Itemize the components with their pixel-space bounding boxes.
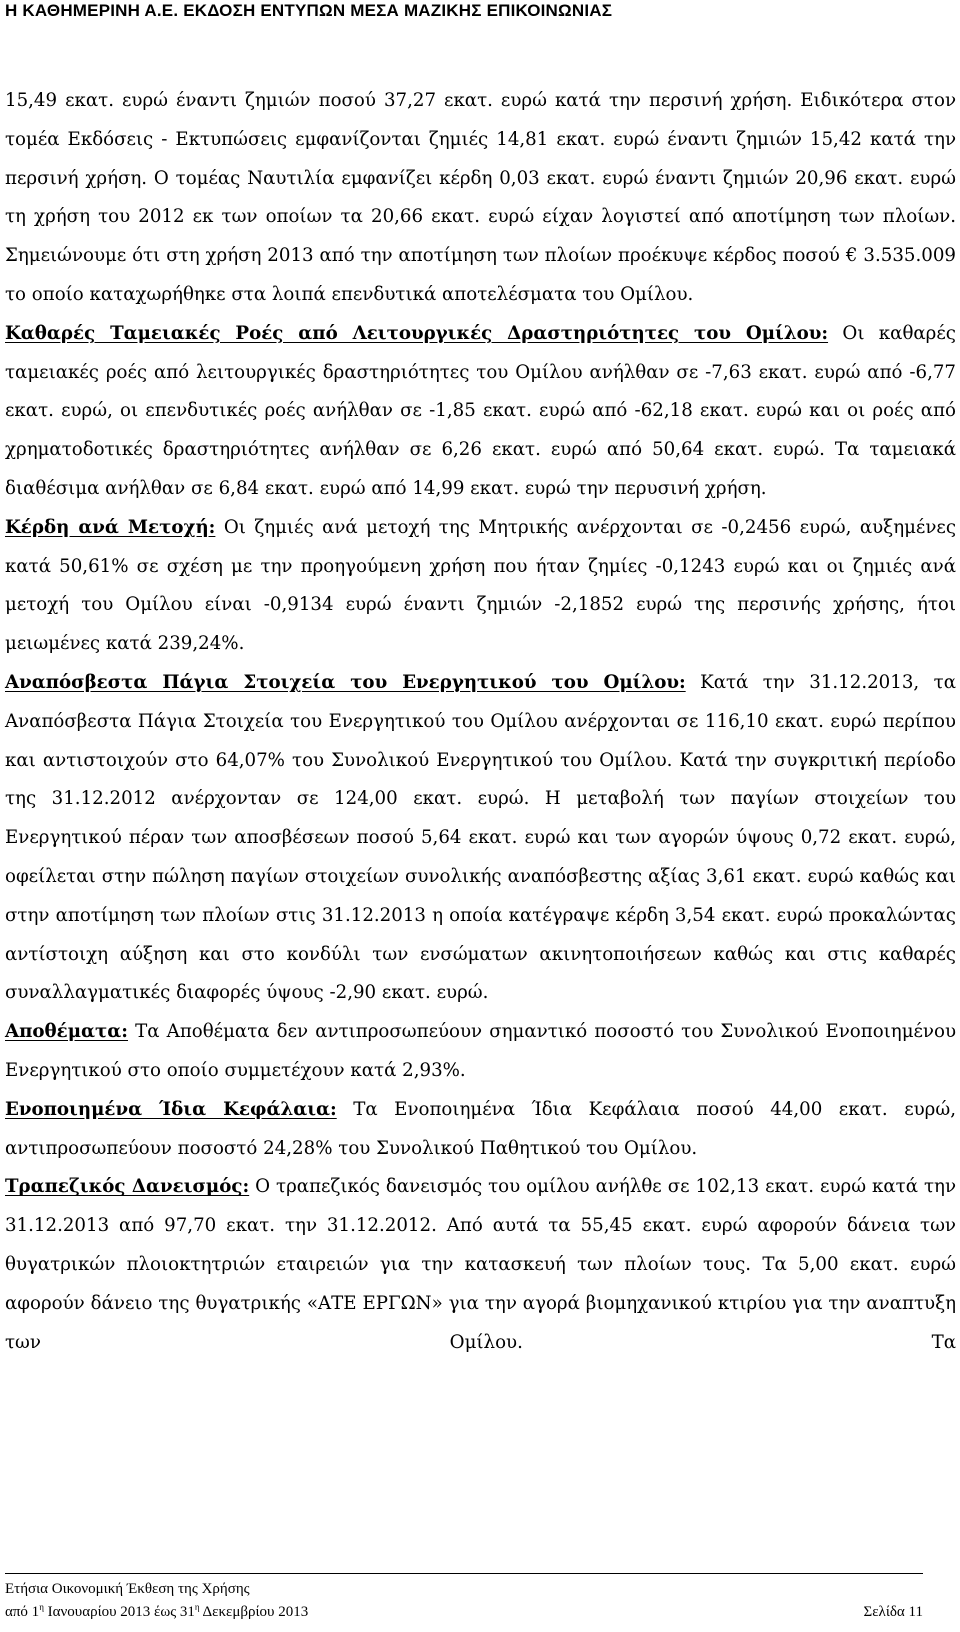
document-body [5,82,956,1362]
cash-flows-text: Οι καθαρές ταμειακές ροές από λειτουργικές δραστηριότητες του Ομίλου ανήλθαν σε -7,63 εκατ. ευρώ από -6,77 εκατ. ευρώ, οι επενδυτικές ροές ανήλθαν σε -1,85 εκατ. ευρώ από -62,18 εκατ. ευρώ και οι ροές από χρηματοδοτικές δραστηριότητες ανήλθαν σε 6,26 εκατ. ευρώ από 50,64 εκατ. ευρώ. Τα ταμειακά διαθέσιμα ανήλθαν σε 6,84 εκατ. ευρώ από 14,99 εκατ. ευρώ την περυσινή χρήση. [5,322,956,499]
footer-ordinal-end: η [194,1602,200,1612]
paragraph-results-text: 15,49 εκατ. ευρώ έναντι ζημιών ποσού 37,27 εκατ. ευρώ κατά την περσινή χρήση. Ειδικότερα στον τομέα Εκδόσεις - Εκτυπώσεις εμφανίζονται ζημιές 14,81 εκατ. ευρώ έναντι ζημιών 15,42 κατά την περσινή χρήση. Ο τομέας Ναυτιλία εμφανίζει κέρδη 0,03 εκατ. ευρώ έναντι ζημιών 20,96 εκατ. ευρώ τη χρήση του 2012 εκ των οποίων τα 20,66 εκατ. ευρώ είχαν λογιστεί από αποτίμηση των πλοίων. Σημειώνουμε ότι στη χρήση 2013 από την αποτίμηση των πλοίων προέκυψε κέρδος ποσού [5,90,956,267]
paragraph-bank-borrowing [5,1168,956,1362]
euro-symbol: € [845,245,858,267]
paragraph-inventories [5,1013,956,1091]
footer-period-middle: Ιανουαρίου 2013 έως 31 [43,1604,195,1620]
fixed-assets-text: Κατά την 31.12.2013, τα Αναπόσβεστα Πάγια Στοιχεία του Ενεργητικού του Ομίλου ανέρχονται σε 116,10 εκατ. ευρώ περίπου και αντιστοιχούν στο 64,07% του Συνολικού Ενεργητικού του Ομίλου. Κατά την συγκριτική περίοδο της 31.12.2012 ανέρχονταν σε 124,00 εκατ. ευρώ. Η μεταβολή των παγίων στοιχείων του Ενεργητικού πέραν των αποσβέσεων ποσού 5,64 εκατ. ευρώ και των αγορών ύψους 0,72 εκατ. ευρώ, οφείλεται στην πώληση παγίων στοιχείων συνολικής αναπόσβεστης αξίας 3,61 εκατ. ευρώ καθώς και στην αποτίμηση των πλοίων στις 31.12.2013 η οποία κατέγραψε κέρδη 3,54 εκατ. ευρώ προκαλώντας αντίστοιχη αύξηση και στο κονδύλι των ενσώματων ακινητοποιήσεων καθώς και στις καθαρές συναλλαγματικές διαφορές ύψους -2,90 εκατ. ευρώ. [5,671,956,1004]
paragraph-cash-flows [5,315,956,509]
document-header: Η ΚΑΘΗΜΕΡΙΝΗ Α.Ε. ΕΚΔΟΣΗ ΕΝΤΥΠΩΝ ΜΕΣΑ ΜΑΖΙΚΗΣ ΕΠΙΚΟΙΝΩΝΙΑΣ [5,1,613,20]
inventories-heading: Αποθέματα: [5,1021,128,1043]
footer-report-title: Ετήσια Οικονομική Έκθεση της Χρήσης [5,1581,250,1597]
footer-period [5,1601,923,1624]
paragraph-equity [5,1091,956,1169]
page-number: Σελίδα 11 [863,1604,923,1620]
footer-ordinal-start: η [39,1602,44,1612]
bank-borrowing-text: Ο τραπεζικός δανεισμός του ομίλου ανήλθε σε 102,13 εκατ. ευρώ κατά την 31.12.2013 από 97,70 εκατ. την 31.12.2012. Από αυτά τα 55,45 εκατ. ευρώ αφορούν δάνεια των θυγατρικών πλοιοκτητριών εταιρειών για την κατασκευή των πλοίων τους. Τα 5,00 εκατ. ευρώ αφορούν δάνειο της θυγατρικής «ΑΤΕ ΕΡΓΩΝ» για την αγορά βιομηχανικού κτιρίου για την αναπτυξη των Ομίλου. Τα [5,1176,957,1353]
footer-divider [5,1573,923,1574]
earnings-per-share-heading: Κέρδη ανά Μετοχή: [5,516,216,538]
cash-flows-heading: Καθαρές Ταμειακές Ροές από Λειτουργικές Δραστηριότητες του Ομίλου: [5,322,829,344]
earnings-per-share-text: Οι ζημιές ανά μετοχή της Μητρικής ανέρχονται σε -0,2456 ευρώ, αυξημένες κατά 50,61% σε σχέση με την προηγούμενη χρήση που ήταν ζημίες -0,1243 ευρώ και οι ζημιές ανά μετοχή του Ομίλου είναι -0,9134 ευρώ έναντι ζημιών -2,1852 ευρώ της περσινής χρήσης, ήτοι μειωμένες κατά 239,24%. [5,516,956,655]
bank-borrowing-heading: Τραπεζικός Δανεισμός: [5,1176,250,1198]
equity-heading: Ενοποιημένα Ίδια Κεφάλαια: [5,1098,337,1120]
inventories-text: Τα Αποθέματα δεν αντιπροσωπεύουν σημαντικό ποσοστό του Συνολικού Ενοποιημένου Ενεργητικού στο οποίο συμμετέχουν κατά 2,93%. [5,1021,956,1081]
footer-period-end: Δεκεμβρίου 2013 [199,1604,309,1620]
paragraph-results-text-end: 3.535.009 το οποίο καταχωρήθηκε στα λοιπά επενδυτικά αποτελέσματα του Ομίλου. [5,245,956,305]
paragraph-earnings-per-share [5,509,956,664]
paragraph-fixed-assets [5,664,956,1013]
paragraph-results [5,82,956,315]
equity-text: Τα Ενοποιημένα Ίδια Κεφάλαια ποσού 44,00 εκατ. ευρώ, αντιπροσωπεύουν ποσοστό 24,28% του Συνολικού Παθητικού του Ομίλου. [5,1098,956,1159]
page-footer [5,1578,923,1624]
footer-period-start: από 1 [5,1604,40,1620]
fixed-assets-heading: Αναπόσβεστα Πάγια Στοιχεία του Ενεργητικού του Ομίλου: [5,671,686,693]
